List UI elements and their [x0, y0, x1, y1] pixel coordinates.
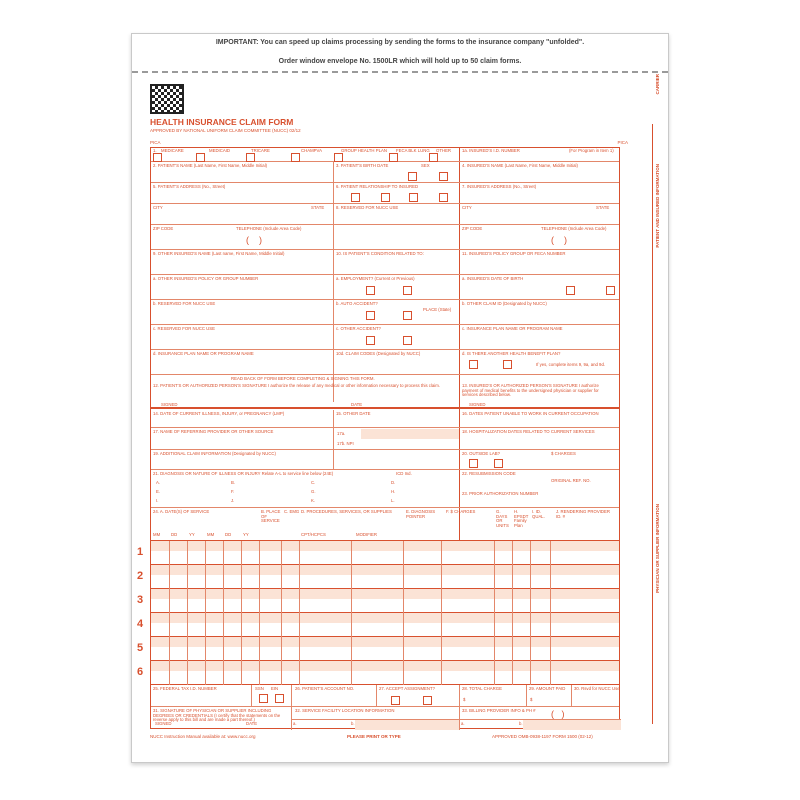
- checkbox-patient-f[interactable]: [439, 172, 448, 181]
- checkbox-assign-yes[interactable]: [391, 696, 400, 705]
- reserved9b-label: b. RESERVED FOR NUCC USE: [153, 301, 216, 306]
- billing-b-label: b.: [519, 721, 523, 726]
- dx-f: F.: [231, 489, 235, 494]
- accept-assignment-label: 27. ACCEPT ASSIGNMENT?: [379, 686, 436, 691]
- svc-col: [205, 541, 206, 685]
- checkbox-feca[interactable]: [389, 153, 398, 162]
- svc-header-qual: I. ID. QUAL.: [532, 509, 545, 519]
- svc-header-epsdt: H. EPSDT Family Plan: [514, 509, 529, 529]
- insured-signed-label: SIGNED: [469, 402, 486, 407]
- line-number: 1: [137, 546, 144, 558]
- service-line-1[interactable]: [137, 541, 619, 565]
- insured-phone-label: TELEPHONE (Include Area Code): [541, 226, 607, 231]
- svc-header-emg: C. EMG: [284, 509, 300, 514]
- svc-header-units: G. DAYS OR UNITS: [496, 509, 509, 529]
- reserved8-label: 8. RESERVED FOR NUCC USE: [336, 205, 399, 210]
- checkbox-insured-m[interactable]: [566, 286, 575, 295]
- dx-c: C.: [311, 480, 316, 485]
- employment-label: a. EMPLOYMENT? (Current or Previous): [336, 276, 415, 281]
- svc-col: [299, 541, 300, 685]
- svc-col: [241, 541, 242, 685]
- lab-charges-label: $ CHARGES: [551, 451, 576, 456]
- service-line-6[interactable]: [137, 661, 619, 685]
- tax-id-label: 25. FEDERAL TAX I.D. NUMBER: [153, 686, 217, 691]
- svc-sub-cpt: CPT/HCPCS: [301, 532, 326, 537]
- svc-header-rendering: J. RENDERING PROVIDER ID. #: [556, 509, 610, 519]
- dx-g: G.: [311, 489, 316, 494]
- side-label-physician: PHYSICIAN OR SUPPLIER INFORMATION: [655, 504, 660, 593]
- checkbox-lab-yes[interactable]: [469, 459, 478, 468]
- side-bracket: [652, 74, 662, 724]
- checkbox-medicaid[interactable]: [196, 153, 205, 162]
- ssn-label: SSN: [255, 686, 264, 691]
- col-div: [526, 685, 527, 707]
- banner-line-2: Order window envelope No. 1500LR which will hold up to 50 claim forms.: [278, 58, 522, 65]
- pica-right: PICA: [617, 140, 628, 145]
- col-div: [376, 685, 377, 707]
- line-number: 2: [137, 570, 144, 582]
- item17a-label: 17a.: [337, 431, 346, 436]
- checkbox-rel-spouse[interactable]: [381, 193, 390, 202]
- referring-provider-label: 17. NAME OF REFERRING PROVIDER OR OTHER SOURCE: [153, 429, 274, 434]
- pica-left: PICA: [150, 140, 161, 145]
- svc-col: [530, 541, 531, 685]
- facility-a-label: a.: [293, 721, 297, 726]
- dx-h: H.: [391, 489, 396, 494]
- total-dollar: $: [463, 697, 466, 702]
- patient-sex-label: SEX: [421, 163, 430, 168]
- svc-col: [403, 541, 404, 685]
- dx-d: D.: [391, 480, 396, 485]
- condition-related-label: 10. IS PATIENT'S CONDITION RELATED TO:: [336, 251, 424, 256]
- checkbox-tricare[interactable]: [246, 153, 255, 162]
- checkbox-another-no[interactable]: [503, 360, 512, 369]
- facility-b-label: b.: [351, 721, 355, 726]
- dx-k: K.: [311, 498, 316, 503]
- total-charge-label: 28. TOTAL CHARGE: [462, 686, 502, 691]
- relationship-label: 6. PATIENT RELATIONSHIP TO INSURED: [336, 184, 419, 189]
- svc-col: [441, 541, 442, 685]
- account-no-label: 26. PATIENT'S ACCOUNT NO.: [295, 686, 355, 691]
- side-label-patient: PATIENT AND INSURED INFORMATION: [655, 164, 660, 248]
- patient-state-label: STATE: [311, 205, 325, 210]
- dx-i: I.: [156, 498, 159, 503]
- svc-header-place: B. PLACE OF SERVICE: [261, 509, 281, 524]
- line-number: 4: [137, 618, 144, 630]
- perforation-line: [132, 71, 668, 73]
- insured-id-hint: (For Program in Item 1): [569, 148, 614, 153]
- form-title: HEALTH INSURANCE CLAIM FORM: [150, 117, 294, 127]
- svc-sub-mm2: MM: [207, 532, 215, 537]
- footer-center: PLEASE PRINT OR TYPE: [347, 734, 401, 739]
- checkbox-lab-no[interactable]: [494, 459, 503, 468]
- svc-col: [512, 541, 513, 685]
- checkbox-ssn[interactable]: [259, 694, 268, 703]
- patient-date-label: DATE: [351, 402, 363, 407]
- ein-label: EIN: [271, 686, 279, 691]
- svc-col: [494, 541, 495, 685]
- checkbox-another-yes[interactable]: [469, 360, 478, 369]
- another-plan-hint: If yes, complete items 9, 9a, and 9d.: [536, 362, 606, 367]
- service-lines: [137, 541, 619, 685]
- additional-info-label: 19. ADDITIONAL CLAIM INFORMATION (Designated by NUCC): [153, 451, 276, 456]
- billing-a-label: a.: [461, 721, 465, 726]
- patient-name-label: 2. PATIENT'S NAME (Last Name, First Name, Middle Initial): [153, 163, 268, 168]
- checkbox-auto-yes[interactable]: [366, 311, 375, 320]
- shaded-17a: [361, 429, 459, 439]
- checkbox-medicare[interactable]: [153, 153, 162, 162]
- form-subtitle: APPROVED BY NATIONAL UNIFORM CLAIM COMMITTEE (NUCC) 02/12: [150, 128, 301, 133]
- checkbox-emp-yes[interactable]: [366, 286, 375, 295]
- svc-col: [351, 541, 352, 685]
- physician-signature-label: 31. SIGNATURE OF PHYSICIAN OR SUPPLIER INCLUDING DEGREES OR CREDENTIALS (I certify that the statements on the reverse apply to this bill and are made a part thereof.): [153, 708, 281, 723]
- outside-lab-label: 20. OUTSIDE LAB?: [462, 451, 500, 456]
- rsvd-nucc-label: 30. Rsvd for NUCC Use: [574, 686, 620, 691]
- service-line-3[interactable]: [137, 589, 619, 613]
- svc-sub-dd1: DD: [171, 532, 178, 537]
- original-ref-label: ORIGINAL REF. NO.: [551, 478, 591, 483]
- line-number: 3: [137, 594, 144, 606]
- svc-col: [187, 541, 188, 685]
- resubmission-label: 22. RESUBMISSION CODE: [462, 471, 516, 476]
- svc-col: [550, 541, 551, 685]
- svc-col: [169, 541, 170, 685]
- insured-id-label: 1a. INSURED'S I.D. NUMBER: [462, 148, 520, 153]
- patient-phone-label: TELEPHONE (Include Area Code): [236, 226, 302, 231]
- unable-work-label: 16. DATES PATIENT UNABLE TO WORK IN CURRENT OCCUPATION: [462, 411, 599, 416]
- billing-phone-parens: ( ): [551, 709, 565, 719]
- insured-policy-label: 11. INSURED'S POLICY GROUP OR FECA NUMBER: [462, 251, 566, 256]
- other-policy-label: a. OTHER INSURED'S POLICY OR GROUP NUMBER: [153, 276, 259, 281]
- dx-j: J.: [231, 498, 235, 503]
- other-date-label: 15. OTHER DATE: [336, 411, 371, 416]
- insured-zip-label: ZIP CODE: [462, 226, 483, 231]
- current-illness-label: 14. DATE OF CURRENT ILLNESS, INJURY, or PREGNANCY (LMP): [153, 411, 285, 416]
- checkbox-patient-m[interactable]: [408, 172, 417, 181]
- other-insured-name-label: 9. OTHER INSURED'S NAME (Last name, First Name, Middle Initial): [153, 251, 285, 256]
- patient-city-label: CITY: [153, 205, 163, 210]
- checkbox-emp-no[interactable]: [403, 286, 412, 295]
- billing-provider-label: 33. BILLING PROVIDER INFO & PH #: [462, 708, 536, 713]
- facility-b-shade: [355, 720, 459, 730]
- line-number: 6: [137, 666, 144, 678]
- banner-line-1: IMPORTANT: You can speed up claims processing by sending the forms to the insurance company "unfolded".: [215, 39, 585, 46]
- other-claim-label: b. OTHER CLAIM ID (Designated by NUCC): [462, 301, 547, 306]
- item17b-label: 17b. NPI: [337, 441, 354, 446]
- checkbox-otheracc-yes[interactable]: [366, 336, 375, 345]
- svc-col: [259, 541, 260, 685]
- svc-col: [223, 541, 224, 685]
- svc-sub-modifier: MODIFIER: [356, 532, 378, 537]
- physician-date-label: DATE: [246, 721, 258, 726]
- service-line-5[interactable]: [137, 637, 619, 661]
- icd-ind-label: ICD Ind.: [396, 471, 412, 476]
- checkbox-otheracc-no[interactable]: [403, 336, 412, 345]
- insured-address-label: 7. INSURED'S ADDRESS (No., Street): [462, 184, 537, 189]
- place-state-label: PLACE (State): [423, 307, 452, 312]
- svc-sub-yy2: YY: [243, 532, 249, 537]
- other-accident-label: c. OTHER ACCIDENT?: [336, 326, 381, 331]
- amount-paid-label: 29. AMOUNT PAID: [529, 686, 566, 691]
- insured-city-label: CITY: [462, 205, 472, 210]
- service-line-4[interactable]: [137, 613, 619, 637]
- paid-dollar: $: [530, 697, 533, 702]
- insured-phone-parens: ( ): [551, 235, 567, 245]
- billing-npi-row: [459, 719, 621, 729]
- opt-champva: CHAMPVA: [301, 148, 322, 153]
- readback-heading: READ BACK OF FORM BEFORE COMPLETING & SIGNING THIS FORM.: [231, 376, 375, 381]
- other-plan-label: d. INSURANCE PLAN NAME OR PROGRAM NAME: [153, 351, 254, 356]
- opt-group: GROUP HEALTH PLAN: [341, 148, 387, 153]
- diagnosis-label: 21. DIAGNOSIS OR NATURE OF ILLNESS OR INJURY Relate A-L to service line below (24E): [153, 471, 334, 476]
- checkbox-rel-child[interactable]: [409, 193, 418, 202]
- opt-medicaid: MEDICAID: [209, 148, 231, 153]
- col-div: [251, 685, 252, 707]
- checkbox-champva[interactable]: [291, 153, 300, 162]
- svc-sub-mm1: MM: [153, 532, 161, 537]
- patient-signed-label: SIGNED: [161, 402, 178, 407]
- patient-phone-parens: ( ): [246, 235, 262, 245]
- line-number: 5: [137, 642, 144, 654]
- col-div: [571, 685, 572, 707]
- checkbox-other[interactable]: [429, 153, 438, 162]
- checkbox-rel-self[interactable]: [351, 193, 360, 202]
- opt-tricare: TRICARE: [251, 148, 270, 153]
- patient-address-label: 5. PATIENT'S ADDRESS (No., Street): [153, 184, 226, 189]
- svc-header-procedures: D. PROCEDURES, SERVICES, OR SUPPLIES: [301, 509, 392, 514]
- claim-codes-label: 10d. CLAIM CODES (Designated by NUCC): [336, 351, 421, 356]
- billing-b-shade: [523, 720, 621, 730]
- footer-left: NUCC Instruction Manual available at: www.nucc.org: [150, 734, 256, 739]
- insured-state-label: STATE: [596, 205, 610, 210]
- opt-other: OTHER: [436, 148, 452, 153]
- svc-header-charges: F. $ CHARGES: [446, 509, 476, 514]
- checkbox-assign-no[interactable]: [423, 696, 432, 705]
- svc-header-date: 24. A. DATE(S) OF SERVICE: [153, 509, 210, 514]
- item1-label: 1.: [153, 148, 157, 153]
- opt-medicare: MEDICARE: [161, 148, 184, 153]
- dx-a: A.: [156, 480, 161, 485]
- hospitalization-label: 18. HOSPITALIZATION DATES RELATED TO CURRENT SERVICES: [462, 429, 595, 434]
- patient-signature-label: 12. PATIENT'S OR AUTHORIZED PERSON'S SIGNATURE I authorize the release of any medical or other information necessary to process this claim.: [153, 383, 441, 388]
- physician-signed-label: SIGNED: [155, 721, 172, 726]
- dx-l: L.: [391, 498, 395, 503]
- claim-form-sheet: [131, 33, 669, 763]
- insured-dob-label: a. INSURED'S DATE OF BIRTH: [462, 276, 524, 281]
- prior-auth-label: 23. PRIOR AUTHORIZATION NUMBER: [462, 491, 539, 496]
- reserved9c-label: c. RESERVED FOR NUCC USE: [153, 326, 215, 331]
- patient-birth-label: 3. PATIENT'S BIRTH DATE: [336, 163, 389, 168]
- patient-zip-label: ZIP CODE: [153, 226, 174, 231]
- qr-code-icon: [150, 84, 184, 114]
- insured-signature-label: 13. INSURED'S OR AUTHORIZED PERSON'S SIGNATURE I authorize payment of medical benefits to the undersigned physician or supplier for services described below.: [462, 383, 599, 398]
- dx-b: B.: [231, 480, 236, 485]
- svc-header-dx-pointer: E. DIAGNOSIS POINTER: [406, 509, 436, 519]
- facility-label: 32. SERVICE FACILITY LOCATION INFORMATION: [295, 708, 395, 713]
- checkbox-group[interactable]: [334, 153, 343, 162]
- another-plan-label: d. IS THERE ANOTHER HEALTH BENEFIT PLAN?: [462, 351, 561, 356]
- insured-plan-label: c. INSURANCE PLAN NAME OR PROGRAM NAME: [462, 326, 563, 331]
- service-line-2[interactable]: [137, 565, 619, 589]
- opt-feca: FECA BLK LUNG: [396, 148, 430, 153]
- insured-name-label: 4. INSURED'S NAME (Last Name, First Name, Middle Initial): [462, 163, 578, 168]
- facility-npi-row: [291, 719, 459, 729]
- checkbox-ein[interactable]: [275, 694, 284, 703]
- dx-e: E.: [156, 489, 161, 494]
- row-item9b: [151, 300, 619, 325]
- footer-right: APPROVED OMB-0938-1197 FORM 1500 (02-12): [492, 734, 593, 739]
- auto-accident-label: b. AUTO ACCIDENT?: [336, 301, 378, 306]
- svc-col: [281, 541, 282, 685]
- checkbox-auto-no[interactable]: [403, 311, 412, 320]
- checkbox-insured-f[interactable]: [606, 286, 615, 295]
- claim-form-grid: [137, 147, 620, 729]
- svc-sub-yy1: YY: [189, 532, 195, 537]
- checkbox-rel-other[interactable]: [439, 193, 448, 202]
- side-label-carrier: CARRIER: [655, 74, 660, 95]
- svc-sub-dd2: DD: [225, 532, 232, 537]
- important-banner: [132, 34, 668, 74]
